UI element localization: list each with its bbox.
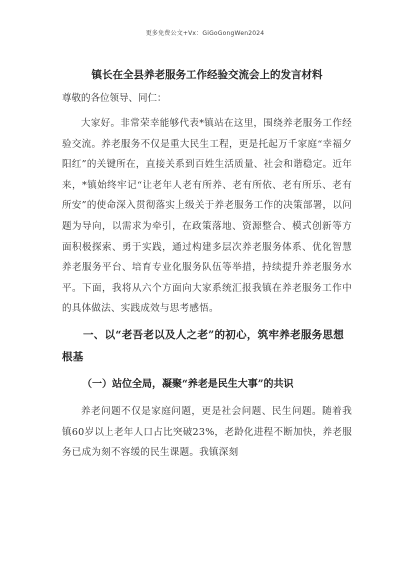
page-header: 更多免费公文+Vx：GiGoGongWen2024	[145, 30, 265, 37]
salutation: 尊敬的各位领导、同仁：	[62, 93, 167, 104]
section-heading: 一、以“老吾老以及人之老”的初心，筑牢养老服务思想根基	[62, 328, 345, 363]
subsection-heading: （一）站位全局，凝聚“养老是民生大事”的共识	[82, 378, 294, 390]
intro-paragraph: 大家好。非常荣幸能够代表*镇站在这里，围绕养老服务工作经验交流。养老服务不仅是重大民生工程，更是托起万千家庭“幸福夕阳红”的关键所在，直接关系到百姓生活质量、社会和谐稳定。近年来，*镇始终牢记“让老年人老有所养、老有所依、老有所乐、老有所安”的使命深入贯彻落实上级关于养老服务工作的决策部署，以问题为导向，以需求为牵引，在政策落地、资源整合、模式创新等方面积极探索、勇于实践，通过构建多层次养老服务体系、优化智慧养老服务平台、培育专业化服务队伍等举措，持续提升养老服务水平。下面，我将从六个方面向大家系统汇报我镇在养老服务工作中的具体做法、实践成效与思考感悟。	[62, 118, 352, 315]
document-body	[62, 68, 352, 468]
document-title: 镇长在全县养老服务工作经验交流会上的发言材料	[91, 69, 323, 81]
body-paragraph: 养老问题不仅是家庭问题，更是社会问题、民生问题。随着我镇60岁以上老年人口占比突破23%，老龄化进程不断加快，养老服务已成为刻不容缓的民生课题。我镇深刻	[62, 405, 352, 459]
